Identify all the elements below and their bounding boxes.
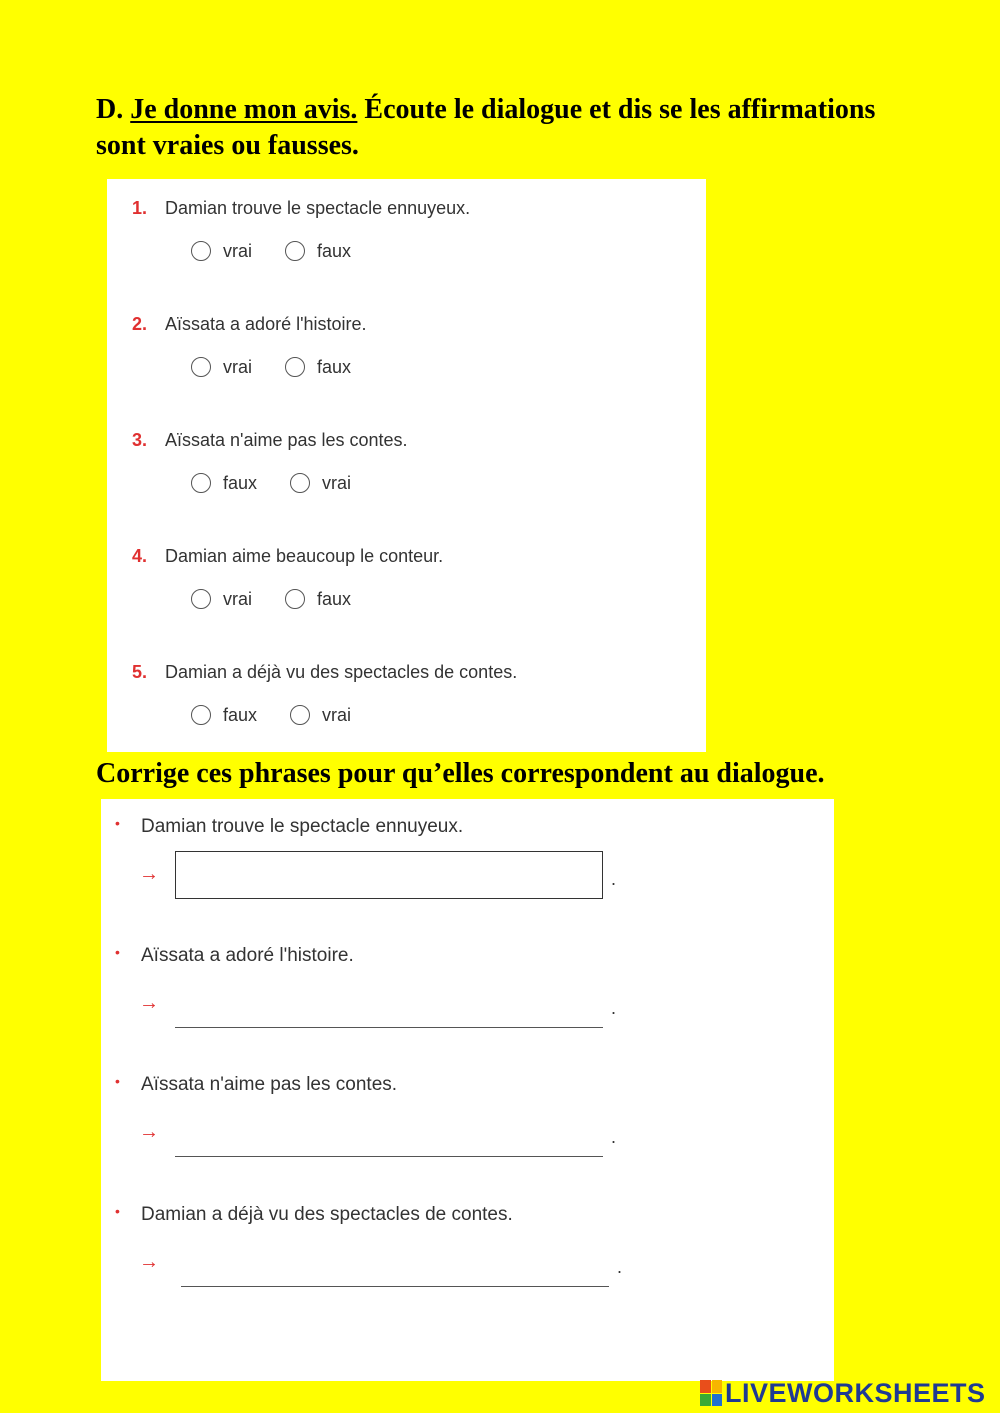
option-label: faux — [317, 588, 352, 609]
brand-name: LIVEWORKSHEETS — [725, 1377, 986, 1408]
radio-circle-icon[interactable] — [290, 473, 310, 493]
option-radio[interactable] — [191, 587, 252, 611]
question-number: 3. — [132, 430, 148, 450]
question-text: Damian a déjà vu des spectacles de contes. — [165, 662, 518, 682]
option-label: vrai — [322, 472, 352, 493]
correction-item-4 — [101, 1187, 834, 1315]
bullet-icon: • — [115, 1203, 120, 1219]
arrow-right-icon: → — [139, 992, 159, 1014]
option-radio[interactable] — [285, 587, 351, 611]
arrow-right-icon: → — [139, 1121, 159, 1143]
bullet-icon: • — [115, 1073, 120, 1089]
answer-input[interactable] — [175, 851, 603, 899]
question-4 — [107, 527, 706, 643]
option-label: faux — [317, 356, 352, 377]
option-radio[interactable] — [285, 239, 351, 263]
radio-circle-icon[interactable] — [191, 705, 211, 725]
answer-input[interactable] — [175, 1109, 603, 1157]
option-label: faux — [223, 472, 258, 493]
option-radio[interactable] — [191, 471, 257, 495]
period: . — [611, 998, 617, 1018]
arrow-right-icon: → — [139, 1251, 159, 1273]
option-radio[interactable] — [285, 355, 351, 379]
radio-circle-icon[interactable] — [191, 589, 211, 609]
period: . — [611, 1127, 617, 1147]
question-1 — [107, 179, 706, 295]
correction-sentence: Damian trouve le spectacle ennuyeux. — [141, 816, 464, 837]
question-text: Damian trouve le spectacle ennuyeux. — [165, 198, 471, 218]
correction-item-3 — [101, 1057, 834, 1185]
correction-item-2 — [101, 928, 834, 1056]
option-label: vrai — [223, 356, 253, 377]
section-instruction: Écoute le dialogue et dis se les affirmations sont vraies ou fausses. — [96, 94, 876, 161]
option-label: faux — [317, 240, 352, 261]
option-label: vrai — [322, 704, 352, 725]
radio-circle-icon[interactable] — [285, 589, 305, 609]
question-3 — [107, 411, 706, 527]
true-false-panel — [107, 179, 706, 752]
question-text: Aïssata a adoré l'histoire. — [165, 314, 367, 334]
question-number: 5. — [132, 662, 148, 682]
bullet-icon: • — [115, 815, 120, 831]
question-text: Damian aime beaucoup le conteur. — [165, 546, 444, 566]
question-number: 1. — [132, 198, 148, 218]
section-heading — [96, 92, 916, 164]
period: . — [611, 869, 617, 889]
question-5 — [107, 643, 706, 759]
question-number: 4. — [132, 546, 148, 566]
logo-mark-icon — [700, 1380, 722, 1406]
radio-circle-icon[interactable] — [285, 357, 305, 377]
radio-circle-icon[interactable] — [191, 473, 211, 493]
correction-sentence: Aïssata n'aime pas les contes. — [141, 1074, 398, 1095]
arrow-right-icon: → — [139, 863, 159, 885]
radio-circle-icon[interactable] — [285, 241, 305, 261]
option-radio[interactable] — [191, 239, 252, 263]
question-text: Aïssata n'aime pas les contes. — [165, 430, 408, 450]
section-title: Je donne mon avis. — [130, 94, 358, 125]
radio-circle-icon[interactable] — [191, 241, 211, 261]
question-number: 2. — [132, 314, 148, 334]
section-label: D. — [96, 94, 124, 125]
period: . — [617, 1257, 623, 1277]
correction-item-1 — [101, 799, 834, 927]
option-radio[interactable] — [191, 355, 252, 379]
correction-heading: Corrige ces phrases pour qu’elles correspondent au dialogue. — [96, 758, 825, 789]
correction-sentence: Aïssata a adoré l'histoire. — [141, 945, 354, 966]
option-label: vrai — [223, 240, 253, 261]
brand-logo — [700, 1378, 986, 1408]
option-radio[interactable] — [191, 703, 257, 727]
correction-sentence: Damian a déjà vu des spectacles de contes. — [141, 1204, 513, 1225]
correction-panel — [101, 799, 834, 1381]
option-radio[interactable] — [290, 471, 351, 495]
option-label: faux — [223, 704, 258, 725]
option-label: vrai — [223, 588, 253, 609]
answer-input[interactable] — [175, 980, 603, 1028]
answer-input[interactable] — [181, 1239, 609, 1287]
question-2 — [107, 295, 706, 411]
radio-circle-icon[interactable] — [290, 705, 310, 725]
radio-circle-icon[interactable] — [191, 357, 211, 377]
bullet-icon: • — [115, 944, 120, 960]
option-radio[interactable] — [290, 703, 351, 727]
